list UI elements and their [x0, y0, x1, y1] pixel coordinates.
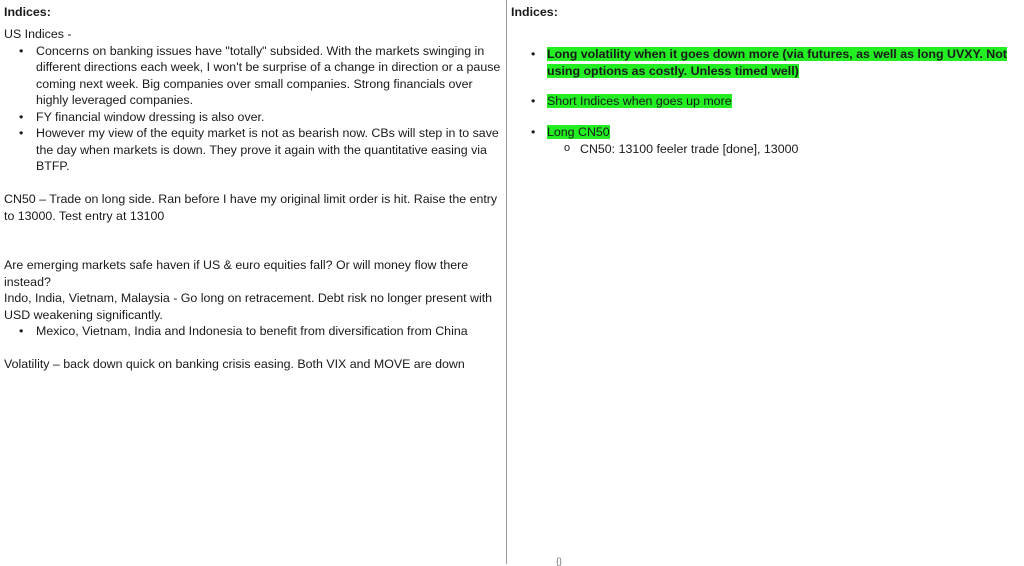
list-item: • Concerns on banking issues have "totally" subsided. With the markets swinging in different directions each week, I won't be surprise of a change in direction or a pause coming next week. Big companies over small companies. Strong financials over highly leveraged companies.	[36, 43, 502, 109]
highlighted-text: Short Indices when goes up more	[547, 94, 732, 108]
list-item: • Mexico, Vietnam, India and Indonesia to benefit from diversification from China	[36, 323, 502, 340]
emerging-markets-list	[4, 323, 502, 340]
left-column	[0, 0, 506, 564]
list-item: • However my view of the equity market is not as bearish now. CBs will step in to save the day when markets is down. They prove it again with the quantitative easing via BTFP.	[36, 125, 502, 175]
highlighted-text: Long volatility when it goes down more (via futures, as well as long UVXY. Not using options as costly. Unless timed well)	[547, 47, 1007, 78]
list-item: • FY financial window dressing is also over.	[36, 109, 502, 126]
sub-list-item: o CN50: 13100 feeler trade [done], 13000	[580, 141, 1018, 158]
left-heading: Indices:	[4, 5, 51, 19]
list-item	[547, 124, 1018, 158]
right-heading: Indices:	[511, 5, 558, 19]
cn50-note: CN50 – Trade on long side. Ran before I have my original limit order is hit. Raise the entry to 13000. Test entry at 13100	[4, 192, 498, 223]
us-indices-title: US Indices -	[4, 27, 72, 41]
emerging-markets-question: Are emerging markets safe haven if US & euro equities fall? Or will money flow there instead?	[4, 258, 469, 289]
right-column	[507, 0, 1024, 564]
emerging-markets-line: Indo, India, Vietnam, Malaysia - Go long on retracement. Debt risk no longer present with USD weakening significantly.	[4, 291, 493, 322]
trade-plan-list	[511, 46, 1018, 158]
list-item	[547, 46, 1018, 79]
highlighted-text: Long CN50	[547, 124, 610, 139]
sub-list	[547, 141, 1018, 158]
list-item	[547, 93, 1018, 110]
page-mark: {}	[556, 556, 563, 566]
us-indices-list	[4, 43, 502, 175]
volatility-note: Volatility – back down quick on banking crisis easing. Both VIX and MOVE are down	[4, 357, 465, 371]
